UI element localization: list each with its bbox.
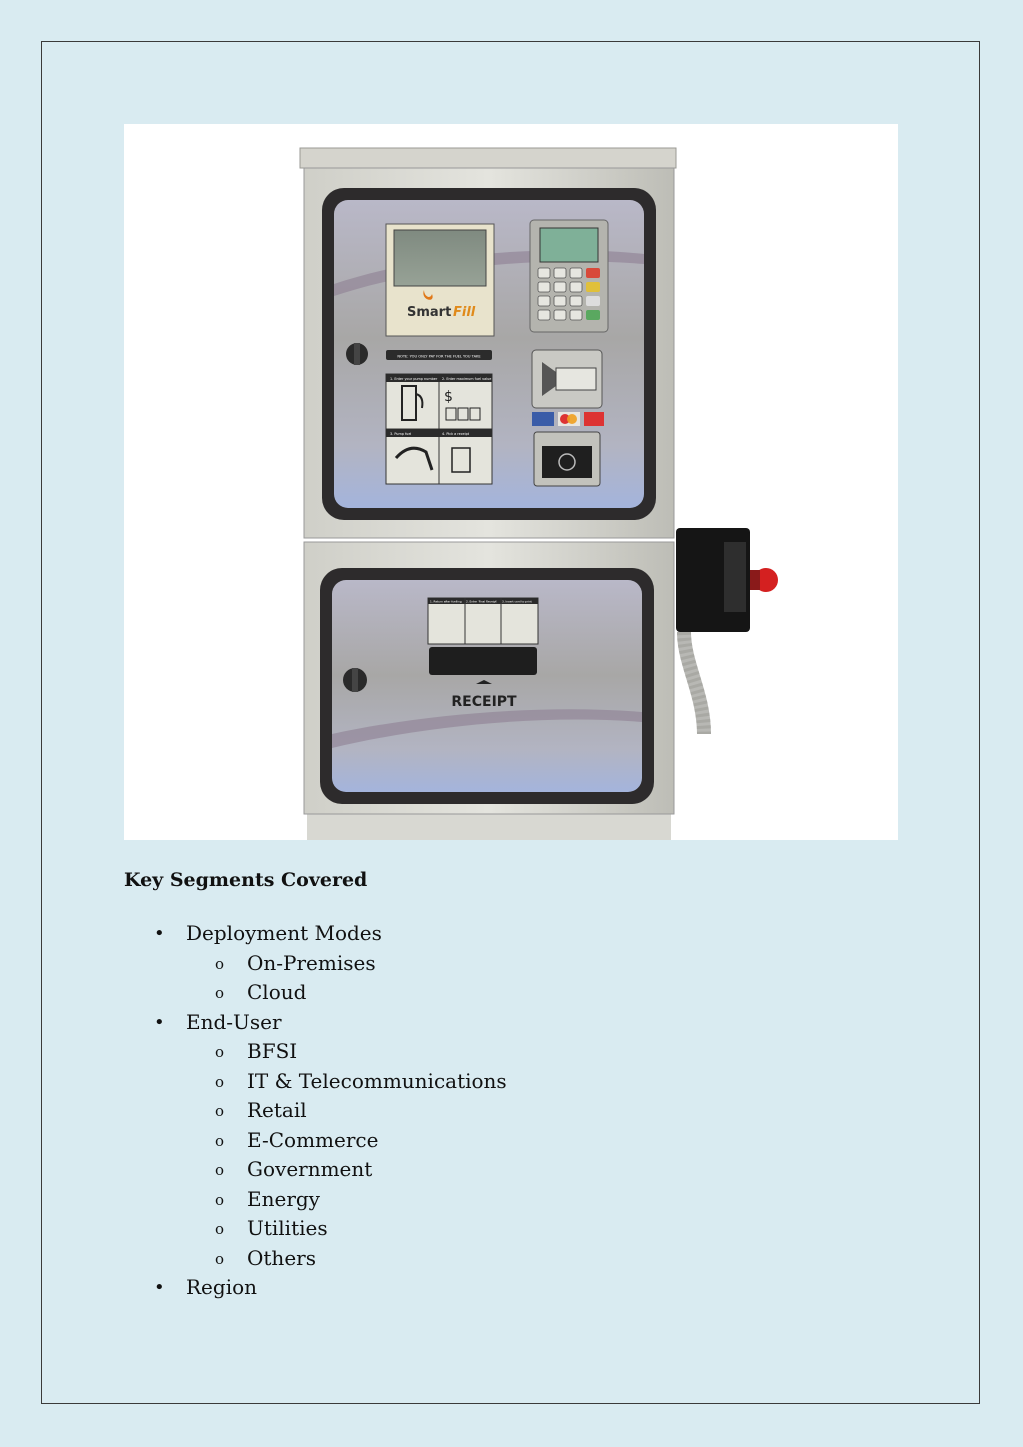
- list-item: [0, 919, 900, 949]
- list-item: [0, 1008, 900, 1038]
- main-lcd: [394, 230, 486, 286]
- list-item: [0, 978, 900, 1008]
- card-logo-visa: [532, 412, 554, 426]
- lower-step1-text: 1. Return after fuelling: [430, 599, 462, 604]
- sub-bullet: o: [215, 1161, 225, 1179]
- notice-text: NOTE: YOU ONLY PAY FOR THE FUEL YOU TAKE: [397, 354, 481, 359]
- section-heading: Key Segments Covered: [124, 869, 368, 891]
- list-item-label: Utilities: [247, 1216, 328, 1240]
- list-item-label: Cloud: [247, 980, 307, 1004]
- step3-text: 3. Pump fuel: [390, 432, 412, 436]
- step4-text: 4. Pick a receipt: [442, 432, 470, 436]
- list-item: [0, 1067, 900, 1097]
- step2-text: 2. Enter maximum fuel value: [442, 377, 492, 381]
- bullet: •: [154, 923, 165, 944]
- list-item-label: Region: [186, 1275, 258, 1299]
- list-item-label: IT & Telecommunications: [247, 1068, 507, 1093]
- dollar-icon: $: [444, 389, 453, 405]
- list-item-label: BFSI: [247, 1039, 298, 1063]
- top-cap: [300, 148, 676, 168]
- sub-bullet: o: [215, 1102, 225, 1120]
- brand-fill: Fill: [453, 305, 476, 320]
- sub-bullet: o: [215, 984, 225, 1002]
- lower-instruction-card: [428, 598, 538, 644]
- list-item-label: Others: [247, 1245, 316, 1270]
- pedestal: [307, 814, 671, 840]
- list-item: [0, 1037, 900, 1067]
- list-item: [0, 1126, 900, 1156]
- sub-bullet: o: [215, 1072, 225, 1091]
- fuel-terminal-photo: [124, 124, 898, 840]
- sub-bullet: o: [215, 954, 225, 973]
- segments-list: [0, 919, 900, 1303]
- brand-smart: Smart: [407, 305, 452, 320]
- lower-step2-text: 2. Enter 'Final Receipt': [466, 599, 498, 604]
- list-item: [0, 1244, 900, 1274]
- lower-step3-text: 3. Insert card to print: [502, 599, 532, 604]
- list-item-label: End-User: [186, 1009, 282, 1034]
- list-item: [0, 1096, 900, 1126]
- receipt-slot: [429, 647, 537, 675]
- list-item-label: Government: [247, 1157, 373, 1181]
- receipt-label: RECEIPT: [451, 694, 517, 710]
- sub-bullet: o: [215, 1131, 225, 1150]
- list-item: [0, 1185, 900, 1215]
- list-item: [0, 1214, 900, 1244]
- list-item: [0, 949, 900, 979]
- bullet: •: [154, 1011, 165, 1033]
- fuel-terminal-illustration: [124, 124, 898, 840]
- list-item-label: Retail: [247, 1098, 307, 1122]
- list-item-label: E-Commerce: [247, 1127, 379, 1152]
- list-item-label: Energy: [247, 1186, 320, 1211]
- sub-bullet: o: [215, 1043, 225, 1061]
- bullet: •: [154, 1277, 165, 1298]
- card-logo-other: [584, 412, 604, 426]
- sub-bullet: o: [215, 1190, 225, 1209]
- list-item: [0, 1155, 900, 1185]
- sub-bullet: o: [215, 1249, 225, 1268]
- pin-pad-screen: [540, 228, 598, 262]
- sub-bullet: o: [215, 1220, 225, 1238]
- step1-text: 1. Enter your pump number: [390, 377, 438, 381]
- list-item-label: Deployment Modes: [186, 921, 382, 945]
- list-item-label: On-Premises: [247, 950, 376, 975]
- list-item: [0, 1273, 900, 1303]
